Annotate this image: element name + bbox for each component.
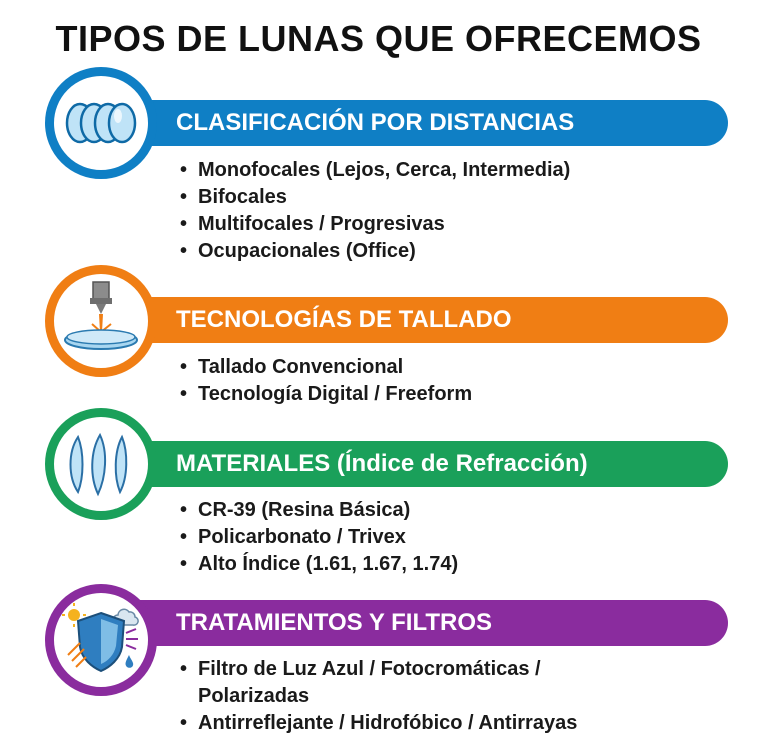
- lenses-icon: [45, 67, 157, 179]
- list-item: • Alto Índice (1.61, 1.67, 1.74): [180, 553, 459, 575]
- lens-profiles-icon: [45, 408, 157, 520]
- list-item: • Tecnología Digital / Freeform: [180, 383, 473, 405]
- list-item: • Multifocales / Progresivas: [180, 213, 445, 235]
- section-item-list: [180, 497, 458, 578]
- list-item: • Ocupacionales (Office): [180, 240, 416, 262]
- section-heading: TECNOLOGÍAS DE TALLADO: [120, 297, 728, 343]
- section-item-list: [180, 354, 472, 408]
- shield-filter-icon: [45, 584, 157, 696]
- list-item: • Antirreflejante / Hidrofóbico / Antirrayas: [180, 712, 578, 734]
- section-item-list: [180, 656, 577, 737]
- section-heading: MATERIALES (Índice de Refracción): [120, 441, 728, 487]
- list-item: • Monofocales (Lejos, Cerca, Intermedia): [180, 159, 571, 181]
- lens-cutting-icon: [45, 265, 157, 377]
- list-item: • Bifocales: [180, 186, 287, 208]
- list-item: • Policarbonato / Trivex: [180, 526, 406, 548]
- list-item: • Tallado Convencional: [180, 356, 404, 378]
- section-heading: TRATAMIENTOS Y FILTROS: [120, 600, 728, 646]
- list-item: • CR-39 (Resina Básica): [180, 499, 411, 521]
- list-item: • Filtro de Luz Azul / Fotocromáticas /: [180, 658, 541, 680]
- page-title: TIPOS DE LUNAS QUE OFRECEMOS: [55, 18, 702, 59]
- list-item-continuation: Polarizadas: [198, 685, 310, 707]
- section-item-list: [180, 157, 570, 265]
- section-heading: CLASIFICACIÓN POR DISTANCIAS: [120, 100, 728, 146]
